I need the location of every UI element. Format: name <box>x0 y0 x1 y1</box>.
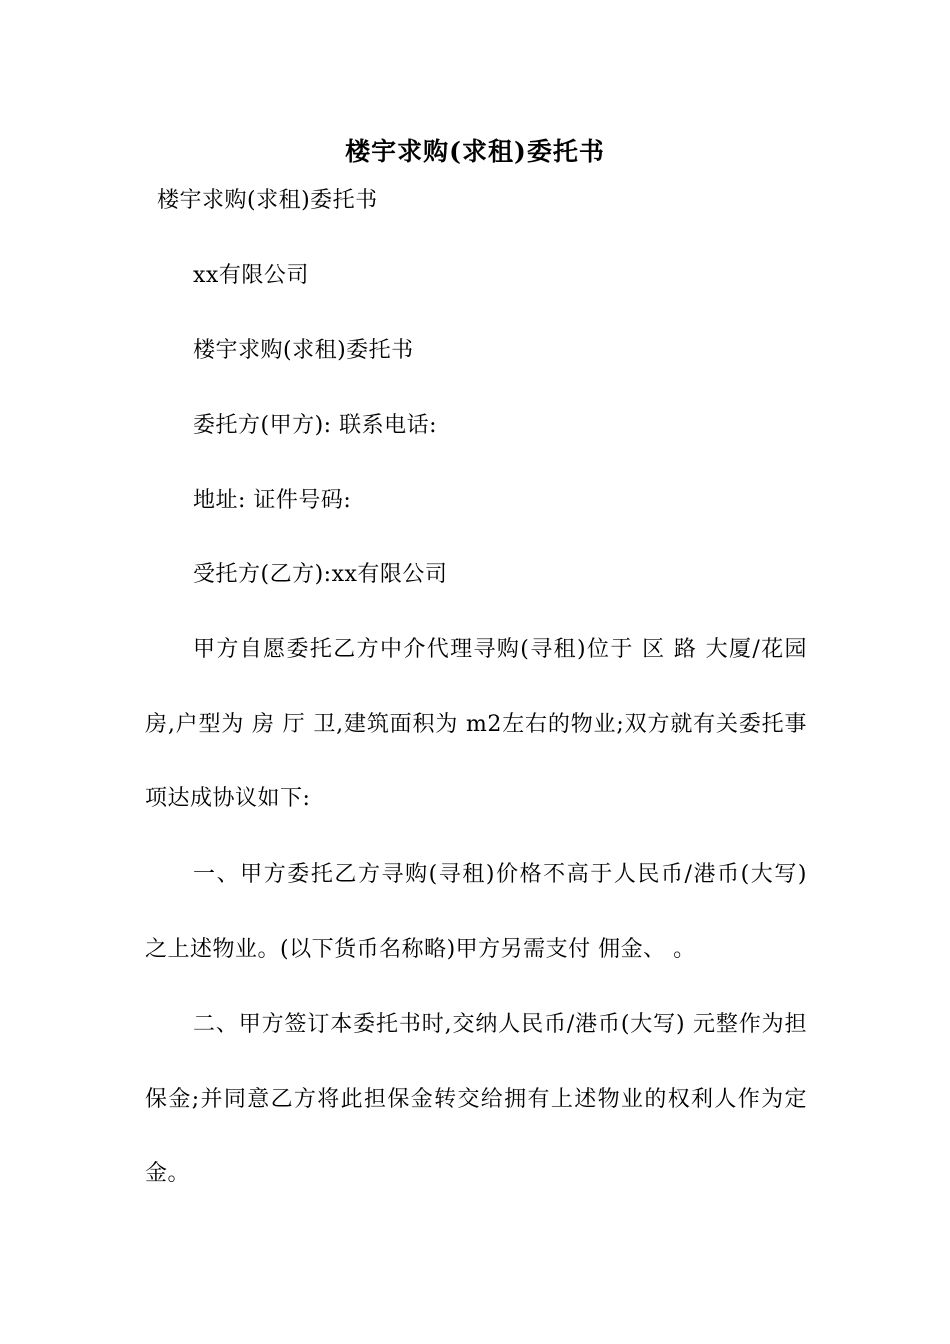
address-line: 地址: 证件号码: <box>193 488 352 513</box>
document-name: 楼宇求购(求租)委托书 <box>193 338 414 363</box>
company-name: xx有限公司 <box>193 263 309 288</box>
paragraph-intro: 甲方自愿委托乙方中介代理寻购(寻租)位于 区 路 大厦/花园 房,户型为 房 厅 卫,建筑面积为 m2左右的物业;双方就有关委托事项达成协议如下: <box>145 637 807 811</box>
paragraph-clause-1: 一、甲方委托乙方寻购(寻租)价格不高于人民币/港币(大写) 之上述物业。(以下货币名称略)甲方另需支付 佣金、 。 <box>145 862 807 962</box>
principal-line: 委托方(甲方): 联系电话: <box>193 413 437 438</box>
document-title: 楼宇求购(求租)委托书 <box>345 137 605 166</box>
paragraph-clause-2: 二、甲方签订本委托书时,交纳人民币/港币(大写) 元整作为担保金;并同意乙方将此担保金转交给拥有上述物业的权利人作为定金。 <box>145 1012 807 1186</box>
document-subtitle: 楼宇求购(求租)委托书 <box>157 188 378 213</box>
agent-line: 受托方(乙方):xx有限公司 <box>193 562 448 587</box>
